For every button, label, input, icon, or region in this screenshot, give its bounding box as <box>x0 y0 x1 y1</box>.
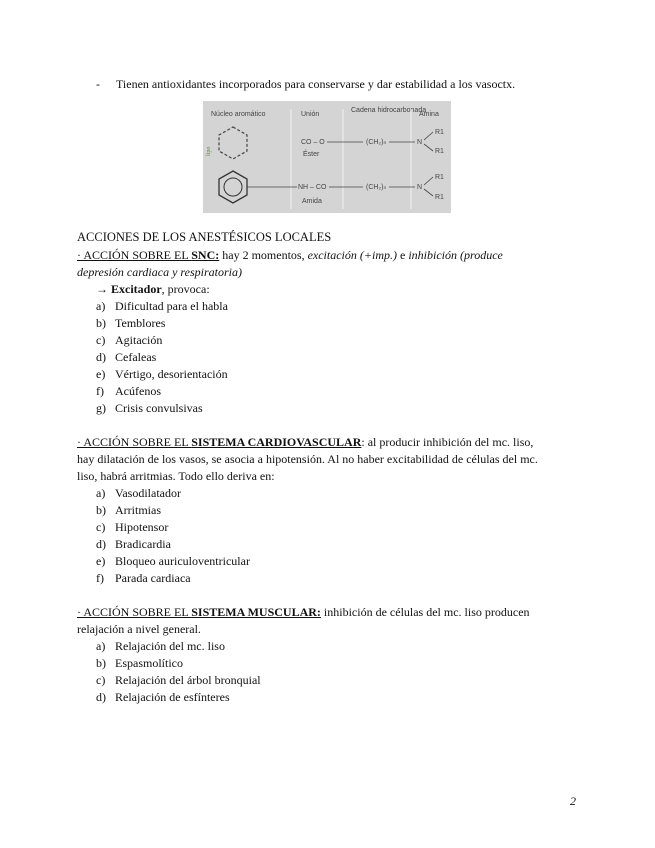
union-ester: CO – O <box>301 139 325 146</box>
list-item: f) Parada cardiaca <box>96 571 191 585</box>
list-item: b) Espasmolítico <box>96 656 183 670</box>
amine-r1-ester: R1 <box>435 129 444 136</box>
amine-r2-amide: R1 <box>435 194 444 201</box>
list-item: b) Temblores <box>96 316 166 330</box>
muscular-key: SISTEMA MUSCULAR: <box>191 605 321 619</box>
snc-excitador-line <box>96 282 210 297</box>
snc-italic-continuation: depresión cardiaca y respiratoria) <box>77 265 242 279</box>
snc-inhibicion: inhibición (produce <box>408 248 503 262</box>
list-item: c) Hipotensor <box>96 520 169 534</box>
bullet-dash: - <box>96 77 100 91</box>
list-item: e) Vértigo, desorientación <box>96 367 228 381</box>
list-item: g) Crisis convulsivas <box>96 401 203 415</box>
list-item: a) Dificultad para el habla <box>96 299 228 313</box>
list-item: d) Cefaleas <box>96 350 157 364</box>
list-item: d) Bradicardia <box>96 537 171 551</box>
snc-lead: · ACCIÓN SOBRE EL <box>77 248 192 262</box>
header-chain: Cadena hidrocarbonada <box>351 107 427 114</box>
list-item: b) Arritmias <box>96 503 161 517</box>
amine-r2-ester: R1 <box>435 148 444 155</box>
cardio-line3: liso, habrá arritmias. Todo ello deriva en: <box>77 469 275 483</box>
amine-n-amide: N <box>417 184 423 191</box>
snc-text2: e <box>396 248 409 262</box>
snc-key: SNC: <box>191 248 220 262</box>
arrow: → <box>96 282 111 296</box>
cardio-lead: · ACCIÓN SOBRE EL <box>77 435 192 449</box>
snc-excitacion: excitación (+imp.) <box>307 248 397 262</box>
snc-text: hay 2 momentos, <box>219 248 308 262</box>
muscular-text: inhibición de células del mc. liso producen <box>320 605 530 619</box>
benzene-ring-amide <box>219 171 247 203</box>
list-item: c) Relajación del árbol bronquial <box>96 673 261 687</box>
amine-r1-amide: R1 <box>435 174 444 181</box>
union-ester-label: Éster <box>303 151 320 158</box>
cardio-text: : al producir inhibición del mc. liso, <box>361 435 534 449</box>
muscular-heading <box>77 605 530 620</box>
list-item: c) Agitación <box>96 333 163 347</box>
list-item: f) Acúfenos <box>96 384 161 398</box>
header-aromatic: Núcleo aromático <box>211 111 266 118</box>
cardio-key: SISTEMA CARDIOVASCULAR <box>191 435 362 449</box>
muscular-lead: · ACCIÓN SOBRE EL <box>77 605 192 619</box>
list-item: a) Relajación del mc. liso <box>96 639 225 653</box>
svg-text:lipo: lipo <box>206 146 212 156</box>
excitador-rest: , provoca: <box>161 282 210 296</box>
snc-heading <box>77 248 503 263</box>
bullet-text: Tienen antioxidantes incorporados para conservarse y dar estabilidad a los vasoctx. <box>116 77 516 91</box>
amine-n-ester: N <box>417 139 423 146</box>
intro-bullet <box>96 77 515 92</box>
cardio-heading <box>77 435 533 450</box>
muscular-line2: relajación a nivel general. <box>77 622 201 636</box>
union-amide-label: Amida <box>302 198 322 205</box>
header-amine: Amina <box>419 111 439 118</box>
chain-amide: (CH₂)ₙ <box>366 184 387 191</box>
list-item: d) Relajación de esfínteres <box>96 690 230 704</box>
header-union: Unión <box>301 111 320 118</box>
list-item: a) Vasodilatador <box>96 486 181 500</box>
union-amide: NH – CO <box>298 184 327 191</box>
benzene-ring-ester <box>219 127 247 159</box>
section-title: ACCIONES DE LOS ANESTÉSICOS LOCALES <box>77 230 332 244</box>
anesthetic-structure-figure <box>203 101 451 213</box>
cardio-line2: hay dilatación de los vasos, se asocia a hipotensión. Al no haber excitabilidad de células del mc. <box>77 452 538 466</box>
excitador-label: Excitador <box>111 282 162 296</box>
chain-ester: (CH₂)ₙ <box>366 139 387 146</box>
page-number: 2 <box>570 794 576 808</box>
list-item: e) Bloqueo auriculoventricular <box>96 554 250 568</box>
